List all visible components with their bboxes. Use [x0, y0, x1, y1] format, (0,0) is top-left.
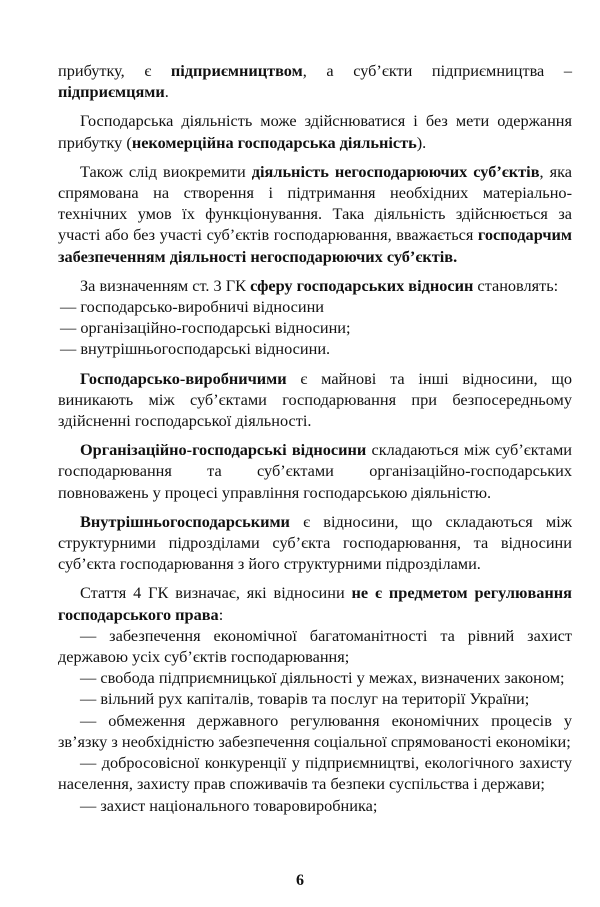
- list-item: — свобода підприємницької діяльності у межах, визначених законом;: [80, 668, 565, 688]
- paragraph-intra-economic: Внутрішньогосподарськими є відносини, що складаються між структурними підрозділами суб’єкта господарювання, та відносини суб’єкта господарювання з його структурними підрозділами.: [58, 511, 572, 574]
- list-item: — добросовісної конкуренції у підприємництві, екологічного захисту населення, захисту прав споживачів та безпеки суспільства і держави;: [58, 753, 572, 794]
- list-item: — забезпечення економічної багатоманітності та рівний захист державою усіх суб’єктів господарювання;: [58, 625, 572, 667]
- paragraph-economic-production: Господарсько-виробничими є майнові та інші відносини, що виникають між суб’єктами господарювання при безпосередньому здійсненні господарської діяльності.: [58, 368, 572, 431]
- body-text: [58, 60, 572, 816]
- page-number: 6: [296, 872, 304, 889]
- paragraph-non-economic-entities: Також слід виокремити діяльність негосподарюючих суб’єктів, яка спрямована на створення і підтримання необхідних матеріально-технічних умов їх функціонування. Така діяльність здійснюється за участі або без участі суб’єктів господарювання, вважається господарчим забезпеченням діяльності негосподарюючих суб’єктів.: [58, 161, 572, 266]
- paragraph-article-4: Стаття 4 ГК визначає, які відносини не є предметом регулювання господарського права:: [58, 583, 572, 624]
- list-item: — захист національного товаровиробника;: [80, 795, 378, 815]
- paragraph-sphere-intro: За визначенням ст. 3 ГК сферу господарських відносин становлять:: [80, 275, 559, 295]
- list-item: — обмеження державного регулювання економічних процесів у зв’язку з необхідністю забезпечення соціальної спрямованості економіки;: [58, 710, 572, 751]
- paragraph-noncommercial: Господарська діяльність може здійснюватися і без мети одержання прибутку (некомерційна господарська діяльність).: [58, 111, 572, 152]
- list-item: — організаційно-господарські відносини;: [60, 318, 351, 338]
- list-item: — вільний рух капіталів, товарів та послуг на території України;: [80, 689, 530, 709]
- paragraph-continuation: прибутку, є підприємництвом, а суб’єкти підприємництва – підприємцями.: [58, 61, 572, 102]
- paragraph-organizational: Організаційно-господарські відносини складаються між суб’єктами господарювання та суб’єктами організаційно-господарських повноважень у процесі управління господарською діяльністю.: [58, 440, 572, 502]
- list-item: — господарсько-виробничі відносини: [60, 297, 325, 317]
- list-item: — внутрішньогосподарські відносини.: [60, 339, 331, 359]
